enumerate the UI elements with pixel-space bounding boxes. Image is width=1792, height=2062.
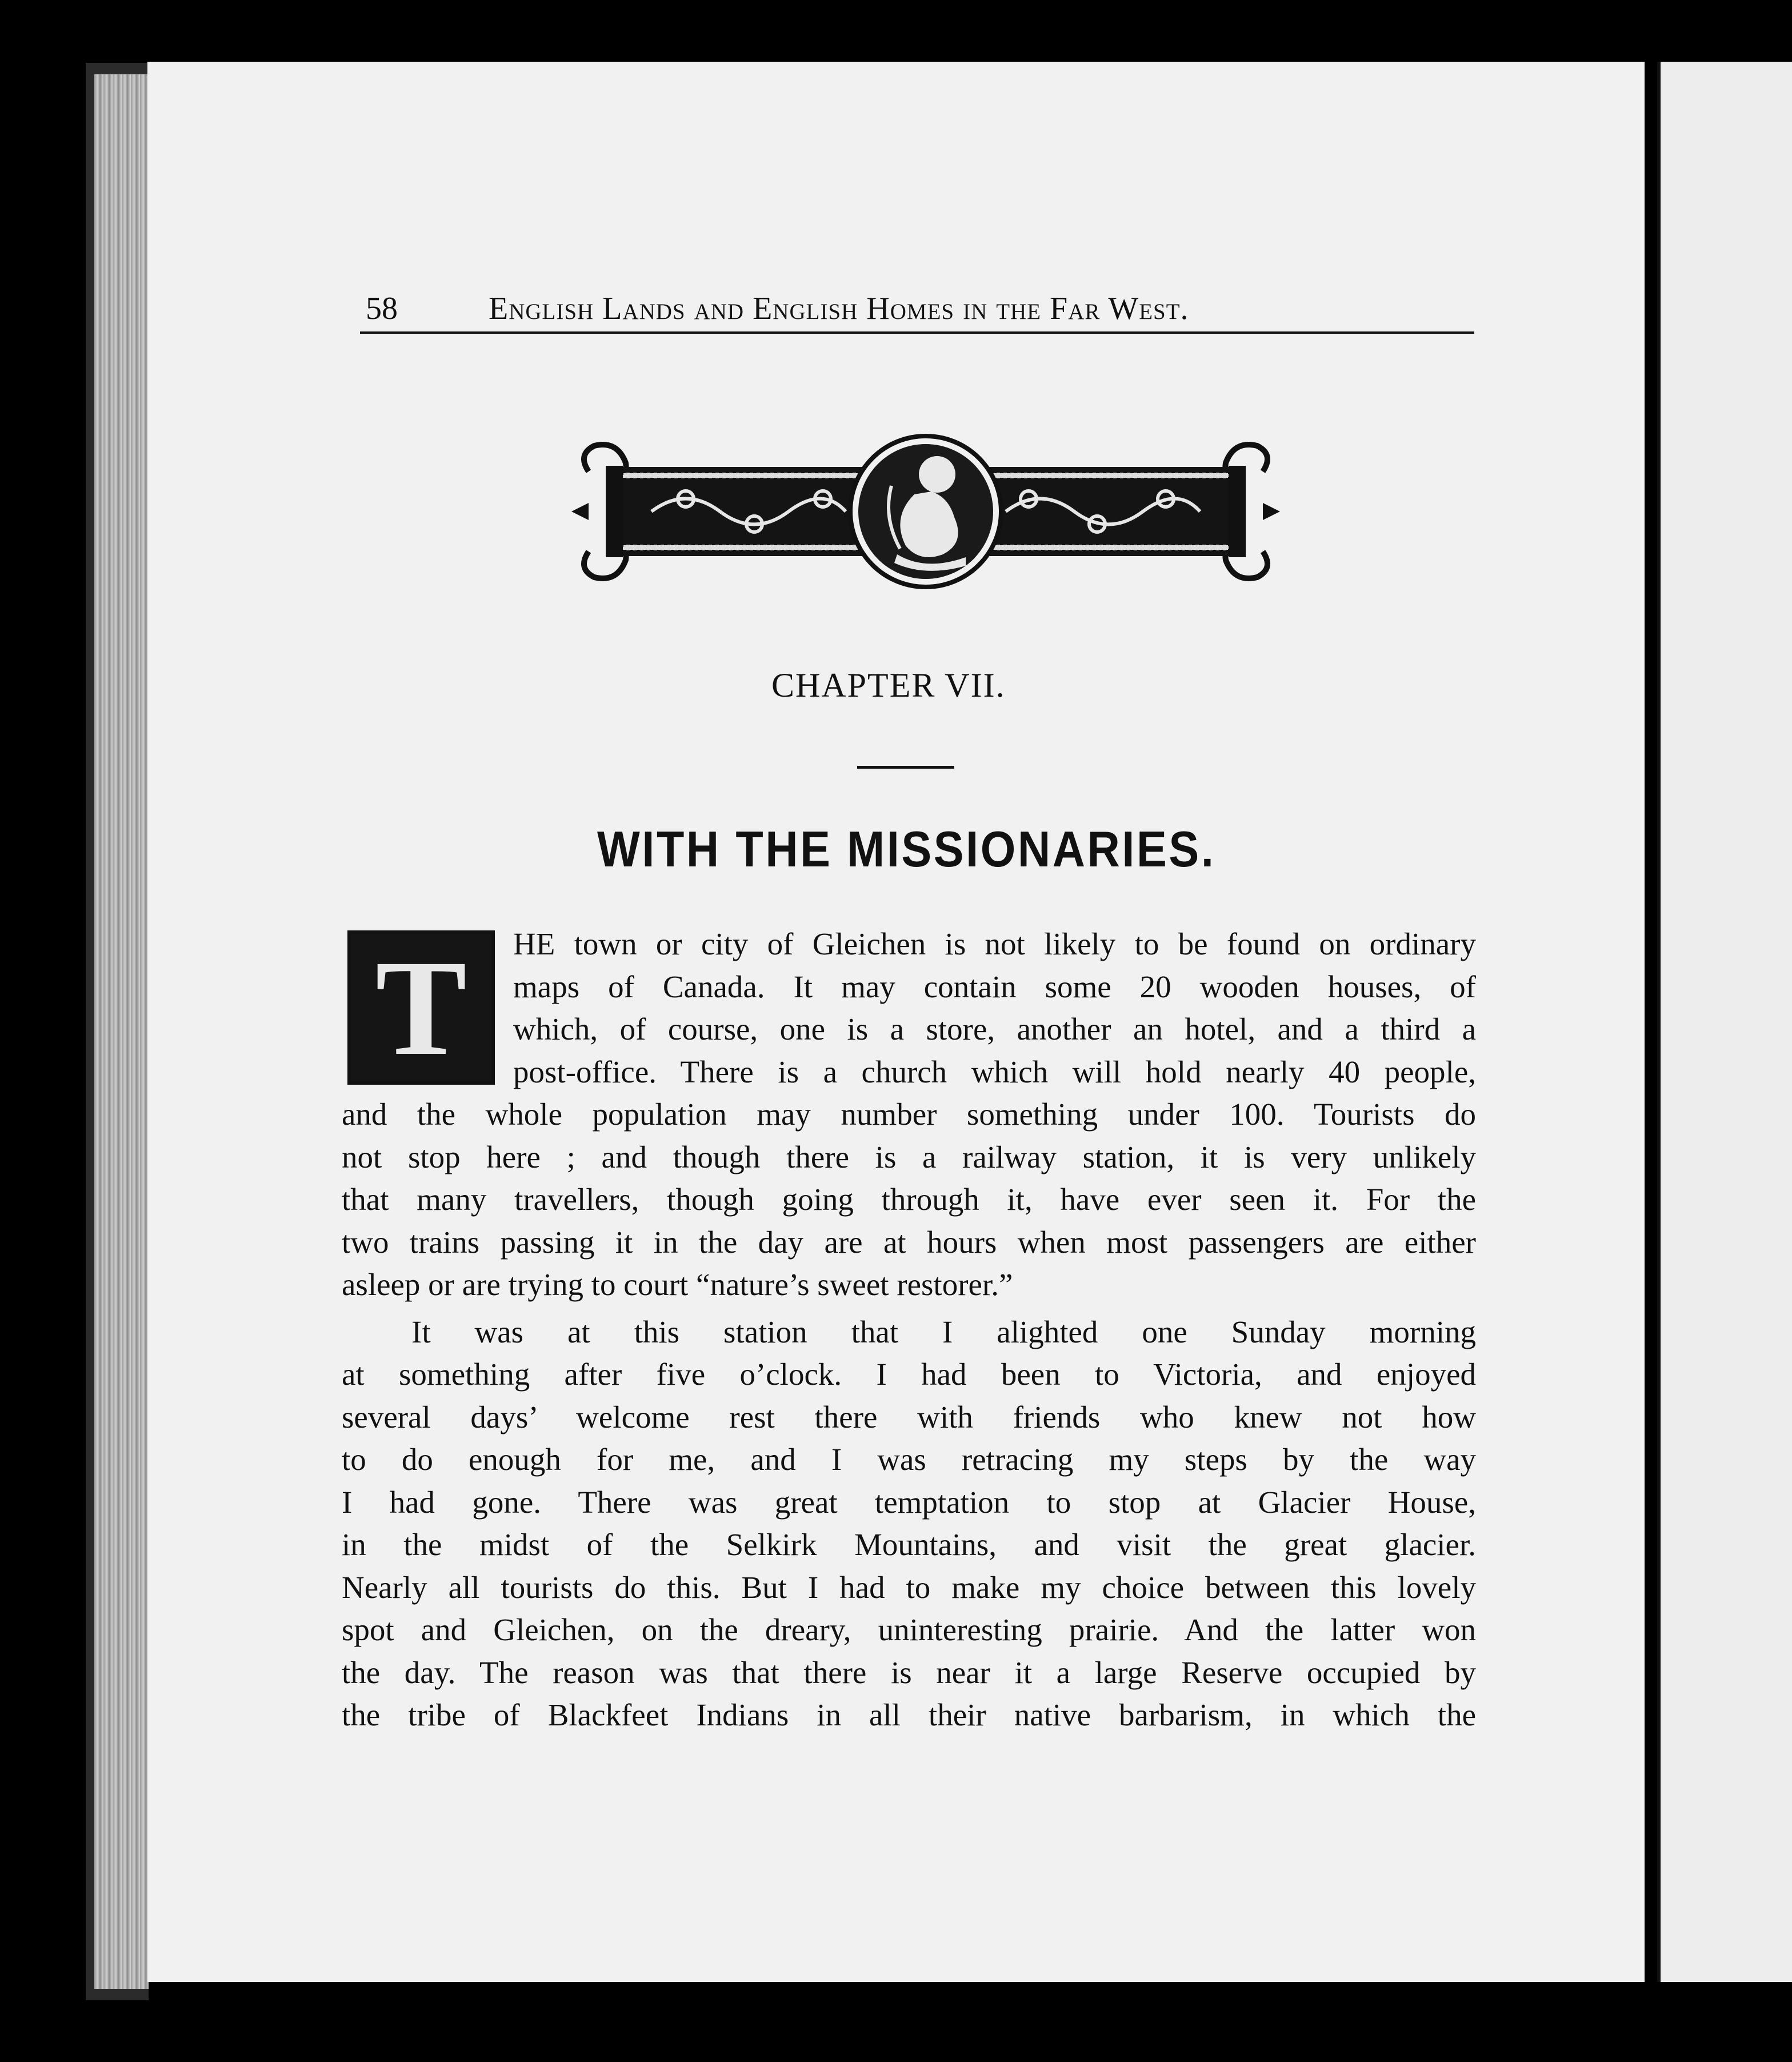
text-line: post-office. There is a church which will hold nearly 40 people, xyxy=(513,1054,1476,1089)
text-line: which, of course, one is a store, another an hotel, and a third a xyxy=(513,1012,1476,1046)
text-line: not stop here ; and though there is a railway station, it is very unlikely xyxy=(342,1139,1476,1174)
page-edges xyxy=(94,74,149,1989)
text-line: I had gone. There was great temptation to stop at Glacier House, xyxy=(342,1484,1476,1520)
text-line: maps of Canada. It may contain some 20 wooden houses, of xyxy=(513,969,1476,1004)
text-line: at something after five o’clock. I had been to Victoria, and enjoyed xyxy=(342,1357,1476,1392)
text-line: several days’ welcome rest there with friends who knew not how xyxy=(342,1399,1476,1434)
text-line: HE town or city of Gleichen is not likely to be found on ordinary xyxy=(513,926,1476,961)
text-line: the tribe of Blackfeet Indians in all their native barbarism, in which the xyxy=(342,1697,1476,1732)
text-line: spot and Gleichen, on the dreary, uninteresting prairie. And the latter won xyxy=(342,1612,1476,1647)
drop-cap-letter: T xyxy=(375,932,467,1084)
chapter-rule xyxy=(857,766,954,769)
text-line: It was at this station that I alighted one Sunday morning xyxy=(411,1314,1476,1349)
paragraph-gap xyxy=(342,1306,1476,1311)
text-line: the day. The reason was that there is near it a large Reserve occupied by xyxy=(342,1655,1476,1690)
chapter-body xyxy=(342,923,1476,1737)
text-line: two trains passing it in the day are at hours when most passengers are either xyxy=(342,1224,1476,1260)
running-header xyxy=(360,290,1474,334)
page-number: 58 xyxy=(366,291,398,326)
running-title: English Lands and English Homes in the Far West. xyxy=(489,291,1189,326)
headpiece-ornament xyxy=(571,431,1280,592)
text-line: Nearly all tourists do this. But I had to make my choice between this lovely xyxy=(342,1569,1476,1605)
facing-page-edge xyxy=(1657,62,1792,1982)
text-line: in the midst of the Selkirk Mountains, and visit the great glacier. xyxy=(342,1527,1476,1562)
chapter-title: WITH THE MISSIONARIES. xyxy=(597,821,1216,877)
text-line: that many travellers, though going through it, have ever seen it. For the xyxy=(342,1182,1476,1217)
chapter-number: CHAPTER VII. xyxy=(771,666,1006,704)
paragraph-1 xyxy=(342,923,1476,1306)
text-line: to do enough for me, and I was retracing my steps by the way xyxy=(342,1442,1476,1477)
text-line: and the whole population may number something under 100. Tourists do xyxy=(342,1097,1476,1132)
paragraph-2 xyxy=(342,1311,1476,1737)
text-line: asleep or are trying to court “nature’s sweet restorer.” xyxy=(342,1267,1013,1302)
